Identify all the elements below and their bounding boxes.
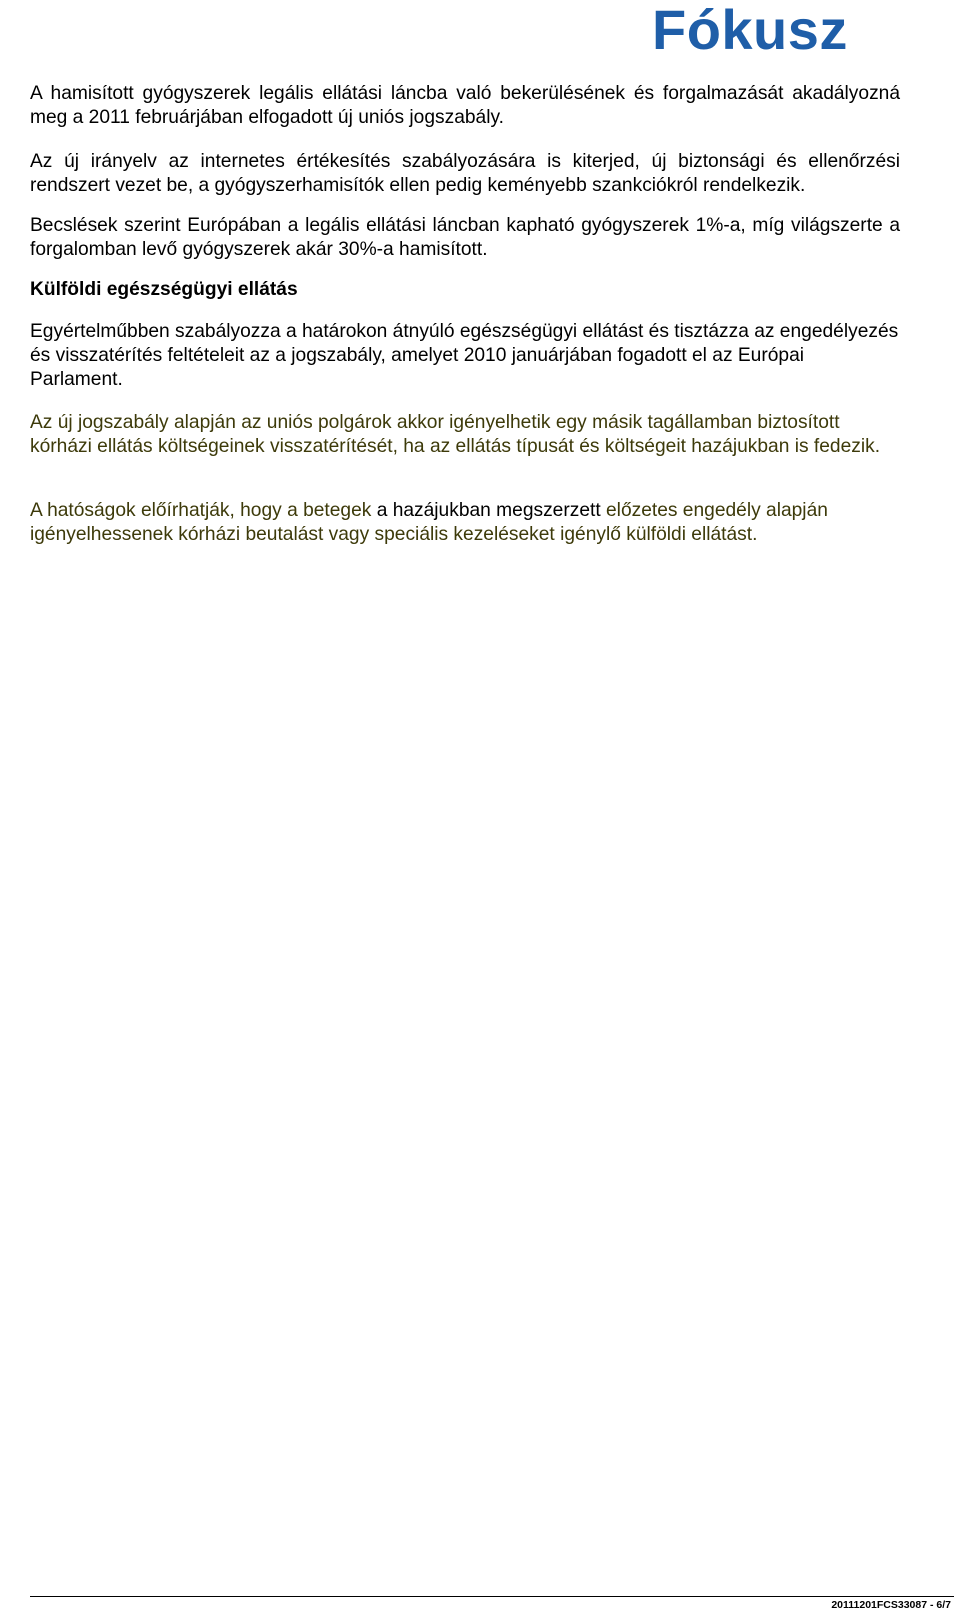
paragraph-cross-border: Egyértelműbben szabályozza a határokon átnyúló egészségügyi ellátást és tisztázza az engedélyezés és visszatérítés feltételeit az a jogszabály, amelyet 2010 januárjában fogadott el az Európai Parlament. (30, 321, 899, 390)
paragraph-authorization-part-3: előzetes engedély alapján igényelhessenek kórházi beutalást vagy speciális kezeléseket igénylő külföldi ellátást. (30, 500, 828, 545)
paragraph-authorization-part-2: a hazájukban megszerzett (376, 500, 607, 521)
article-body (30, 82, 900, 547)
paragraph-authorization (30, 499, 900, 547)
paragraph-directive: Az új irányelv az internetes értékesítés szabályozására is kiterjed, új biztonsági és ellenőrzési rendszert vezet be, a gyógyszerhamisítók ellen pedig keményebb szankciókról rendelkezik. (30, 151, 900, 196)
page-title: Fókusz (652, 0, 848, 61)
paragraph-estimates: Becslések szerint Európában a legális ellátási láncban kapható gyógyszerek 1%-a, míg világszerte a forgalomban levő gyógyszerek akár 30%-a hamisított. (30, 215, 900, 260)
paragraph-authorization-part-1: A hatóságok előírhatják, hogy a betegek (30, 500, 377, 521)
paragraph-reimbursement: Az új jogszabály alapján az uniós polgárok akkor igényelhetik egy másik tagállamban biztosított kórházi ellátás költségeinek visszatérítését, ha az ellátás típusát és költségeit hazájukban is fedezik. (30, 412, 881, 457)
footer-document-code: 20111201FCS33087 - 6/7 (831, 1599, 951, 1611)
section-heading: Külföldi egészségügyi ellátás (30, 279, 298, 300)
footer-divider (30, 1596, 954, 1597)
paragraph-intro: A hamisított gyógyszerek legális ellátási láncba való bekerülésének és forgalmazását akadályozná meg a 2011 februárjában elfogadott új uniós jogszabály. (30, 83, 900, 128)
